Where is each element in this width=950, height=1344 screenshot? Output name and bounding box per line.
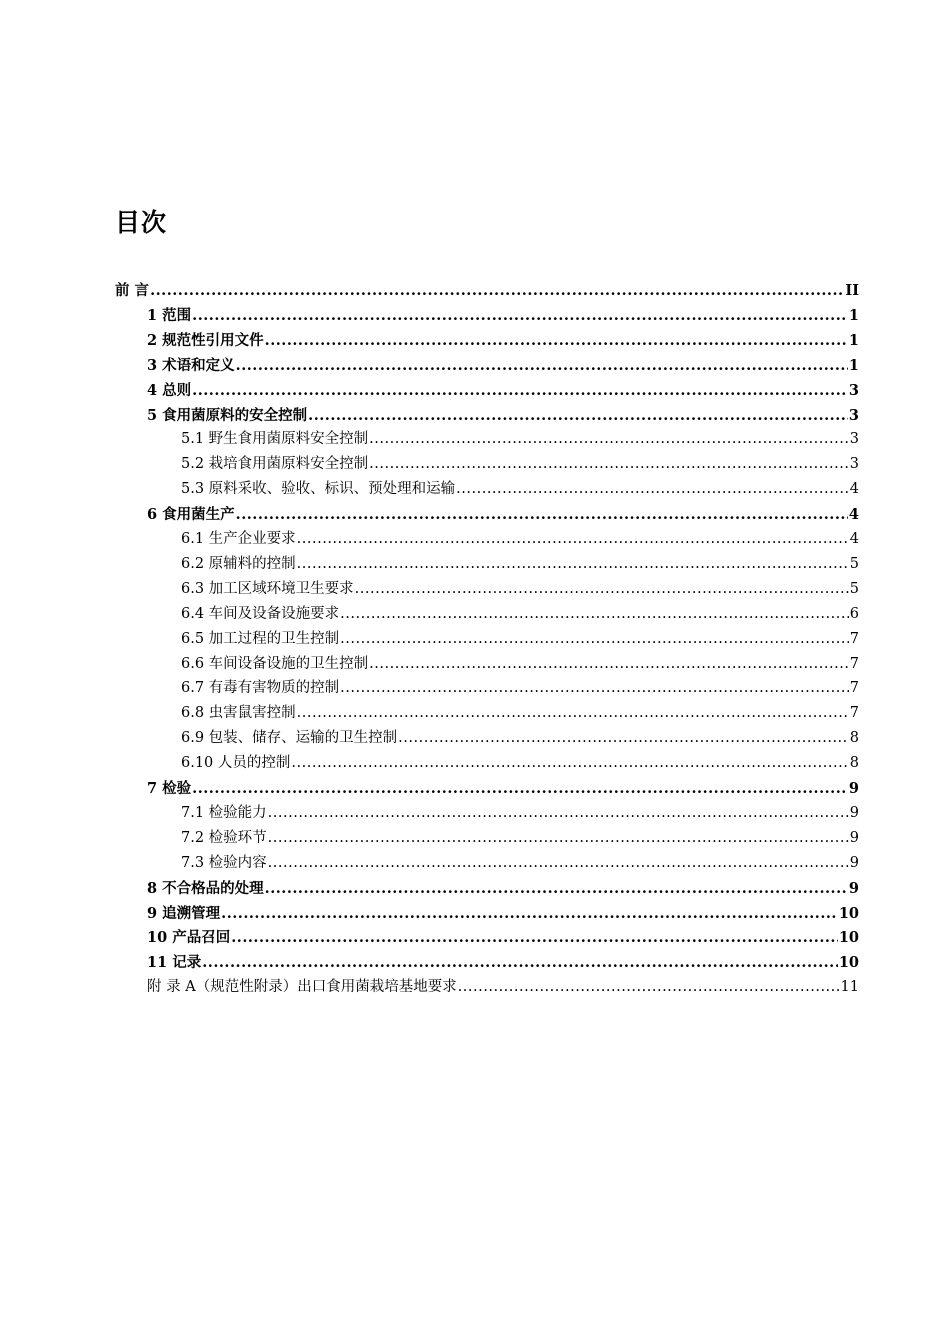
toc-dot-leader bbox=[221, 901, 838, 926]
toc-entry[interactable] bbox=[181, 701, 859, 726]
toc-entry-page-number: II bbox=[845, 282, 859, 299]
toc-entry-label: 9 追溯管理 bbox=[147, 904, 221, 922]
toc-entry[interactable] bbox=[181, 627, 859, 652]
toc-entry-label: 1 范围 bbox=[147, 306, 192, 324]
toc-dot-leader bbox=[308, 403, 848, 428]
toc-entry-page-number: 7 bbox=[849, 630, 859, 647]
toc-entry-page-number: 7 bbox=[849, 655, 859, 672]
toc-entry-label: 6.2 原辅料的控制 bbox=[181, 555, 296, 572]
toc-entry[interactable] bbox=[147, 303, 859, 328]
toc-entry-page-number: 10 bbox=[838, 929, 859, 947]
toc-entry-label: 6.9 包装、储存、运输的卫生控制 bbox=[181, 730, 398, 747]
toc-dot-leader bbox=[369, 427, 849, 452]
toc-entry-page-number: 1 bbox=[848, 356, 859, 374]
toc-entry-page-number: 7 bbox=[849, 705, 859, 722]
toc-entry[interactable] bbox=[147, 876, 859, 901]
toc-dot-leader bbox=[297, 701, 849, 726]
toc-entry[interactable] bbox=[181, 527, 859, 552]
toc-dot-leader bbox=[398, 726, 849, 751]
toc-dot-leader bbox=[458, 975, 840, 1000]
toc-dot-leader bbox=[231, 925, 838, 950]
toc-entry-page-number: 3 bbox=[848, 406, 859, 424]
toc-entry-label: 附 录 A（规范性附录）出口食用菌栽培基地要求 bbox=[147, 979, 457, 996]
toc-entry-label: 6.8 虫害鼠害控制 bbox=[181, 705, 296, 722]
toc-dot-leader bbox=[268, 801, 849, 826]
toc-entry[interactable] bbox=[147, 328, 859, 353]
toc-entry-page-number: 8 bbox=[849, 730, 859, 747]
toc-entry[interactable] bbox=[181, 452, 859, 477]
toc-entry-page-number: 5 bbox=[849, 580, 859, 597]
toc-dot-leader bbox=[236, 353, 848, 378]
toc-entry-label: 6.4 车间及设备设施要求 bbox=[181, 605, 340, 622]
toc-dot-leader bbox=[202, 950, 838, 975]
toc-entry[interactable] bbox=[115, 278, 859, 303]
toc-entry-page-number: 8 bbox=[849, 755, 859, 772]
toc-entry-page-number: 9 bbox=[849, 804, 859, 821]
toc-entry[interactable] bbox=[181, 676, 859, 701]
toc-entry-page-number: 3 bbox=[848, 381, 859, 399]
toc-entry-label: 6 食用菌生产 bbox=[147, 506, 235, 524]
toc-entry-page-number: 9 bbox=[849, 854, 859, 871]
toc-dot-leader bbox=[192, 776, 848, 801]
toc-dot-leader bbox=[192, 303, 848, 328]
toc-entry[interactable] bbox=[147, 975, 859, 1000]
toc-entry-label: 7.1 检验能力 bbox=[181, 804, 267, 821]
toc-entry[interactable] bbox=[181, 851, 859, 876]
toc-entry[interactable] bbox=[147, 502, 859, 527]
toc-dot-leader bbox=[340, 676, 849, 701]
toc-dot-leader bbox=[265, 328, 848, 353]
toc-entry-label: 8 不合格品的处理 bbox=[147, 879, 264, 897]
toc-dot-leader bbox=[268, 851, 849, 876]
toc-entry-label: 6.5 加工过程的卫生控制 bbox=[181, 630, 340, 647]
toc-entry[interactable] bbox=[181, 602, 859, 627]
toc-dot-leader bbox=[456, 477, 849, 502]
toc-entry-page-number: 9 bbox=[848, 879, 859, 897]
toc-dot-leader bbox=[297, 527, 849, 552]
toc-entry[interactable] bbox=[147, 950, 859, 975]
toc-entry-label: 5.2 栽培食用菌原料安全控制 bbox=[181, 456, 369, 473]
toc-entry[interactable] bbox=[147, 776, 859, 801]
toc-title: 目次 bbox=[115, 208, 168, 237]
toc-dot-leader bbox=[369, 652, 849, 677]
toc-entry-page-number: 1 bbox=[848, 306, 859, 324]
toc-entry[interactable] bbox=[181, 652, 859, 677]
toc-entry-label: 5.3 原料采收、验收、标识、预处理和运输 bbox=[181, 481, 456, 498]
toc-dot-leader bbox=[369, 452, 849, 477]
toc-entry-label: 6.3 加工区域环境卫生要求 bbox=[181, 580, 354, 597]
toc-entry-page-number: 10 bbox=[838, 904, 859, 922]
toc-dot-leader bbox=[265, 876, 848, 901]
toc-dot-leader bbox=[355, 577, 849, 602]
toc-dot-leader bbox=[150, 278, 844, 303]
toc-entry[interactable] bbox=[147, 925, 859, 950]
toc-entry-page-number: 10 bbox=[838, 954, 859, 972]
toc-entry[interactable] bbox=[181, 726, 859, 751]
toc-entry[interactable] bbox=[181, 801, 859, 826]
toc-entry-page-number: 5 bbox=[849, 555, 859, 572]
toc-dot-leader bbox=[192, 378, 848, 403]
toc-entry-label: 11 记录 bbox=[147, 954, 202, 972]
toc-entry-label: 7.3 检验内容 bbox=[181, 854, 267, 871]
toc-entry-label: 5.1 野生食用菌原料安全控制 bbox=[181, 431, 369, 448]
toc-entry-label: 4 总则 bbox=[147, 381, 192, 399]
toc-entry-label: 2 规范性引用文件 bbox=[147, 331, 264, 349]
toc-entry-page-number: 9 bbox=[848, 780, 859, 797]
toc-entry-page-number: 6 bbox=[849, 605, 859, 622]
toc-entry[interactable] bbox=[181, 552, 859, 577]
toc-entry-label: 6.10 人员的控制 bbox=[181, 755, 291, 772]
toc-entry[interactable] bbox=[181, 751, 859, 776]
toc-dot-leader bbox=[268, 826, 849, 851]
toc-entry-page-number: 11 bbox=[840, 979, 859, 996]
toc-entry-label: 3 术语和定义 bbox=[147, 356, 235, 374]
toc-entry-page-number: 3 bbox=[849, 431, 859, 448]
toc-entry-label: 6.7 有毒有害物质的控制 bbox=[181, 680, 340, 697]
toc-dot-leader bbox=[340, 602, 849, 627]
toc-entry[interactable] bbox=[181, 427, 859, 452]
toc-entry-label: 前 言 bbox=[115, 282, 150, 299]
toc-dot-leader bbox=[297, 552, 849, 577]
toc-entry-page-number: 4 bbox=[848, 506, 859, 524]
toc-entry-label: 6.6 车间设备设施的卫生控制 bbox=[181, 655, 369, 672]
toc-entry-page-number: 9 bbox=[849, 829, 859, 846]
toc-entry[interactable] bbox=[147, 378, 859, 403]
toc-entry-label: 7.2 检验环节 bbox=[181, 829, 267, 846]
toc-entry[interactable] bbox=[181, 826, 859, 851]
toc-entry-page-number: 3 bbox=[849, 456, 859, 473]
toc-entry-page-number: 4 bbox=[849, 531, 859, 547]
toc-entry-page-number: 1 bbox=[848, 331, 859, 349]
toc-entry[interactable] bbox=[181, 577, 859, 602]
toc-entry-label: 7 检验 bbox=[147, 780, 192, 797]
toc-dot-leader bbox=[236, 502, 848, 527]
toc-entry-page-number: 7 bbox=[849, 680, 859, 697]
toc-entry-page-number: 4 bbox=[849, 481, 859, 498]
toc-entry-label: 10 产品召回 bbox=[147, 929, 231, 947]
toc-dot-leader bbox=[340, 627, 849, 652]
toc-entry[interactable] bbox=[147, 403, 859, 428]
toc-entry-label: 6.1 生产企业要求 bbox=[181, 531, 296, 547]
toc-entry-label: 5 食用菌原料的安全控制 bbox=[147, 406, 308, 424]
toc-dot-leader bbox=[291, 751, 848, 776]
toc-entry[interactable] bbox=[147, 901, 859, 926]
toc-entry[interactable] bbox=[147, 353, 859, 378]
toc-entry[interactable] bbox=[181, 477, 859, 502]
